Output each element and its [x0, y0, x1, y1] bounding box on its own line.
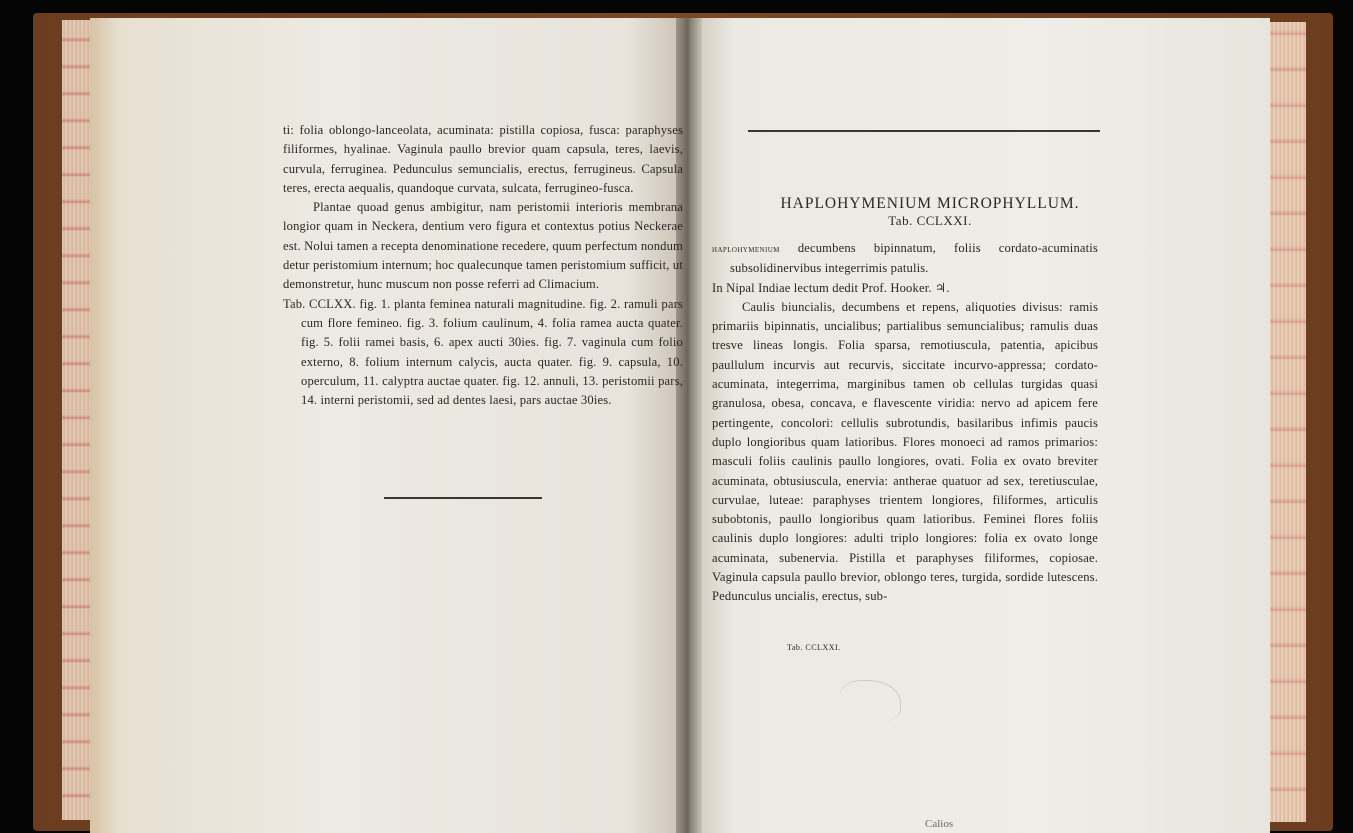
plate-number: Tab. CCLXXI.: [888, 213, 972, 228]
top-rule: [748, 130, 1100, 132]
right-page-text: [712, 239, 1098, 607]
paragraph-plate-explanation: Tab. CCLXX. fig. 1. planta feminea naturali magnitudine. fig. 2. ramuli pars cum flore femineo. fig. 3. folium caulinum, 4. folia ramea aucta quater. fig. 5. folii ramei basis, 6. apex aucti 30ies. fig. 7. vaginula cum folio externo, 8. folium internum calycis, aucta quater. fig. 9. capsula, 10. operculum, 11. calyptra auctae quater. fig. 12. annuli, 13. peristomii pars, 14. interni peristomii, sed ad dentes laesi, pars auctae 30ies.: [283, 296, 683, 408]
paragraph-description-end: ti: folia oblongo-lanceolata, acuminata: pistilla copiosa, fusca: paraphyses filiformes, hyalinae. Vaginula paullo brevior quam capsula, teres, laevis, curvula, ferruginea. Pedunculus semuncialis, erectus, ferrugineus. Capsula teres, erecta aequalis, quandoque curvata, sulcata, ferrugineo-fusca.: [283, 123, 683, 195]
paragraph-genus-note: Plantae quoad genus ambigitur, nam peristomii interioris membrana longior quam in Neckera, dentium vero figura et contextus potius Neckerae est. Nolui tamen a recepta denominatione recedere, quum perfectum nondum detur peristomium internum; hoc qualecunque tamen peristomium sufficit, ut demonstretur, hunc muscum non posse referri ad Climacium.: [283, 200, 683, 292]
diagnosis-text: decumbens bipinnatum, foliis cordato-acuminatis subsolidinervibus integerrimis patulis.: [730, 241, 1098, 276]
right-page-edges: [1266, 22, 1306, 822]
description: Caulis biuncialis, decumbens et repens, aliquoties divisus: ramis primariis bipinnatis, uncialibus; partialibus semuncialibus; ramulis duas tresve lineas longis. Folia sparsa, remotiuscula, patentia, apicibus paullulum incurvis aut recurvis, siccitate incurvo-appressa; cordato-acuminata, integerrima, marginibus tamen ob cellulas turgidas quasi granulosa, obesa, concava, e flavescente viridia: nervo ad apicem fere pertingente, concolori: cellulis subrotundis, basilaribus infimis paucis duplo longioribus quam latioribus. Flores monoeci ad ramos primarios: masculi foliis caulinis paullo longiores, ovati. Folia ex ovato breviter acuminata, obtusiuscula, enervia: antherae quatuor ad sex, teretiusculae, curvulae, luteae: paraphyses trientem longiores, filiformes, articulis subobtonis, paullo longioribus quam latioribus. Feminei flores foliis caulinis duplo longiores: adulti triplo longiores: folia ex ovato longe acuminata, subenervia. Pistilla et paraphyses filiformes, copiosae. Vaginula capsula paullo brevior, oblongo teres, turgida, sordide lutescens. Pedunculus uncialis, erectus, sub-: [712, 299, 1098, 604]
left-end-rule: [384, 497, 542, 499]
left-page-text: [283, 121, 683, 410]
diagnosis: [712, 239, 1098, 279]
catchword: Calios: [925, 818, 954, 830]
diagnosis-genus: haplohymenium: [712, 244, 780, 255]
page-title: HAPLOHYMENIUM MICROPHYLLUM.: [780, 195, 1080, 212]
locality: In Nipal Indiae lectum dedit Prof. Hooker. ♃.: [712, 280, 950, 295]
signature-mark: Tab. CCLXXI.: [787, 643, 841, 652]
